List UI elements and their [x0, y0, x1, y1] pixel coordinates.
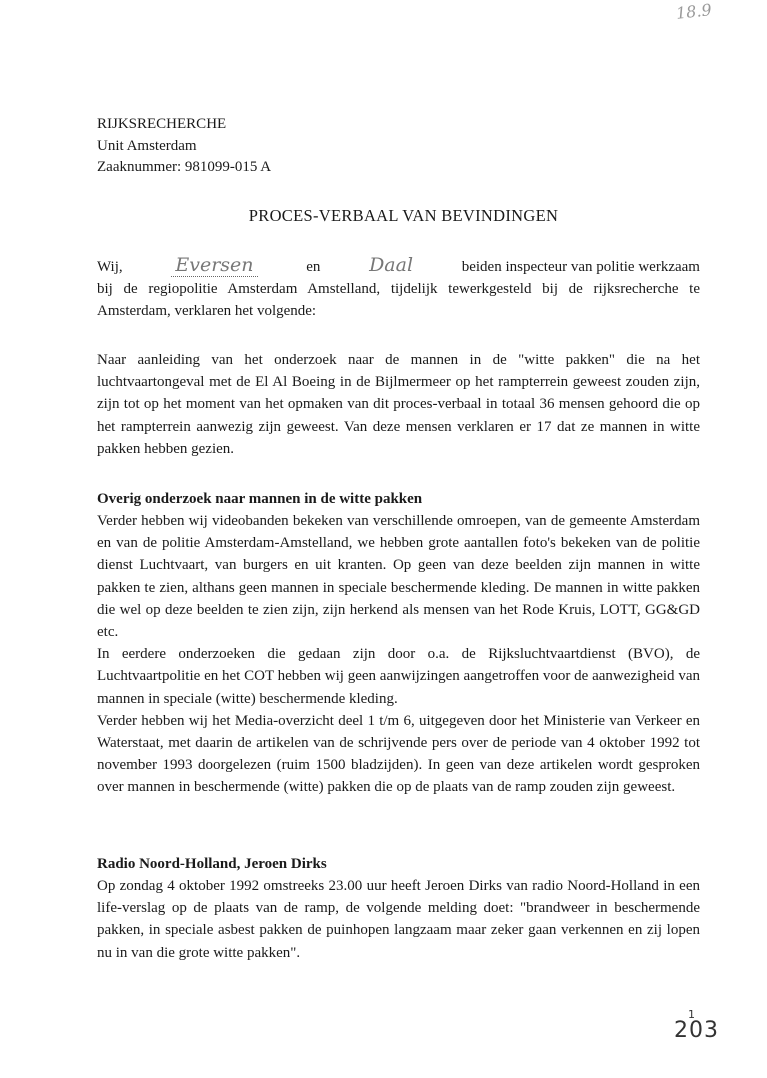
section-radio-noord-holland [97, 853, 700, 964]
paragraph-witnesses: Naar aanleiding van het onderzoek naar de mannen in de "witte pakken" die na het luchtvaartongeval met de El Al Boeing in de Bijlmermeer op het rampterrein geweest zouden zijn, zijn tot op het moment van het opmaken van dit proces-verbaal in totaal 36 mensen gehoord die op het rampterrein aanwezig zijn geweest. Van deze mensen verklaren er 17 dat ze mannen in witte pakken hebben gezien. [97, 352, 700, 457]
page-number-main: 203 [674, 1018, 719, 1043]
intro-and: en [306, 259, 321, 275]
section-other-research [97, 488, 700, 799]
intro-line1-rest: beiden inspecteur van politie werkzaam [461, 259, 700, 275]
section-paragraph: Verder hebben wij videobanden bekeken van verschillende omroepen, van de gemeente Amsterdam en van de politie Amsterdam-Amstelland, we hebben grote aantallen foto's bekeken van de politie dienst Luchtvaart, van burgers en uit kranten. Op geen van deze beelden zijn mannen in witte pakken te zien, althans geen mannen in speciale beschermende kleding. De mannen in witte pakken die wel op deze beelden te zien zijn, zijn herkend als mensen van het Rode Kruis, LOTT, GG&GD etc. [97, 513, 700, 641]
section-paragraph: In eerdere onderzoeken die gedaan zijn door o.a. de Rijksluchtvaartdienst (BVO), de Luchtvaartpolitie en het COT hebben wij geen aanwijzingen aangetroffen voor de aanwezigheid van mannen in speciale (witte) beschermende kleding. [97, 646, 700, 707]
intro-paragraph [97, 254, 700, 323]
section-paragraph: Verder hebben wij het Media-overzicht deel 1 t/m 6, uitgegeven door het Ministerie van Verkeer en Waterstaat, met daarin de artikelen van de schrijvende pers over de periode van 4 oktober 1992 tot november 1993 doorgelezen (ruim 1500 bladzijden). In geen van deze artikelen wordt gesproken over mannen in beschermende (witte) pakken die op de plaats van de ramp zouden zijn geweest. [97, 712, 700, 796]
section-heading: Overig onderzoek naar mannen in de witte pakken [97, 491, 423, 507]
section-paragraph: Op zondag 4 oktober 1992 omstreeks 23.00 uur heeft Jeroen Dirks van radio Noord-Holland in een life-verslag op de plaats van de ramp, de volgende melding doet: "brandweer in beschermende pakken, in speciale asbest pakken de puinhopen langzaam maar zeker gaan verkennen en zij lopen nu in van die grote witte pakken". [97, 878, 700, 961]
letterhead [97, 114, 271, 179]
page-number [674, 1008, 719, 1043]
intro-we: Wij, [97, 259, 123, 275]
unit-name: Unit Amsterdam [97, 137, 197, 154]
signature-2: Daal [369, 254, 414, 276]
intro-rest: bij de regiopolitie Amsterdam Amstelland, tijdelijk tewerkgesteld bij de rijksrecherche te Amsterdam, verklaren het volgende: [97, 281, 700, 320]
section-heading: Radio Noord-Holland, Jeroen Dirks [97, 856, 327, 872]
page-number-superscript: 1 [688, 1008, 696, 1021]
signature-1: Eversen [171, 254, 257, 277]
organization-name: RIJKSRECHERCHE [97, 116, 227, 132]
handwritten-annotation: 18.9 [675, 0, 713, 23]
case-number: Zaaknummer: 981099-015 A [97, 159, 272, 175]
document-title: PROCES-VERBAAL VAN BEVINDINGEN [248, 206, 559, 225]
